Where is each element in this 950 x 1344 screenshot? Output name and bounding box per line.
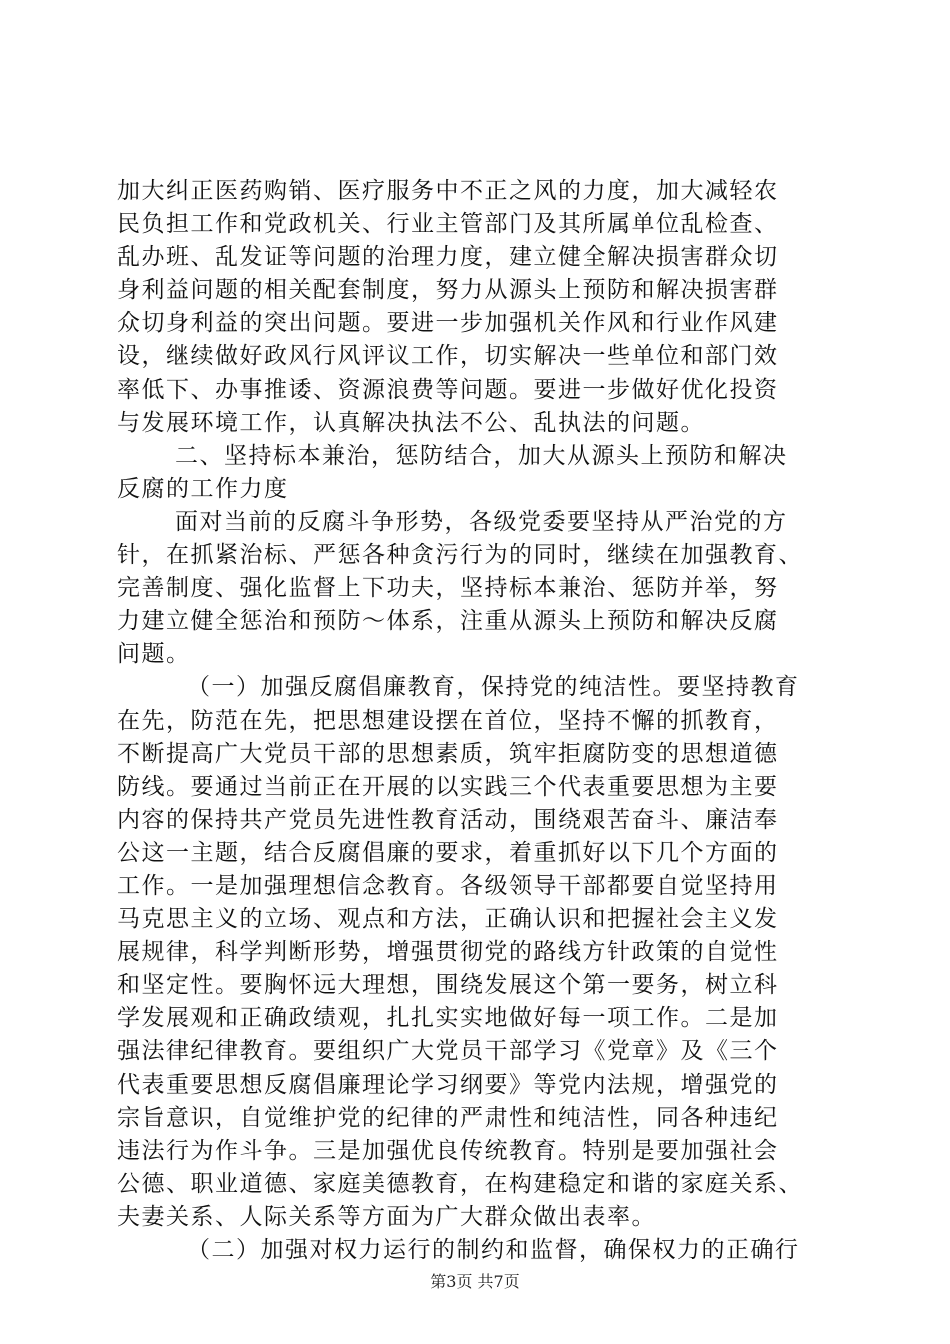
body-line: 问题。 xyxy=(117,641,191,668)
body-line: 设，继续做好政风行风评议工作，切实解决一些单位和部门效 xyxy=(117,343,779,370)
body-line: 身利益问题的相关配套制度，努力从源头上预防和解决损害群 xyxy=(117,277,779,304)
body-line: 面对当前的反腐斗争形势，各级党委要坚持从严治党的方 xyxy=(175,508,788,535)
body-line: 学发展观和正确政绩观，扎扎实实地做好每一项工作。二是加 xyxy=(117,1005,779,1032)
body-line: 和坚定性。要胸怀远大理想，围绕发展这个第一要务，树立科 xyxy=(117,972,779,999)
body-line: 展规律，科学判断形势，增强贯彻党的路线方针政策的自觉性 xyxy=(117,939,779,966)
body-line: 加大纠正医药购销、医疗服务中不正之风的力度，加大减轻农 xyxy=(117,178,779,204)
body-line: 众切身利益的突出问题。要进一步加强机关作风和行业作风建 xyxy=(117,310,779,337)
body-line: 公德、职业道德、家庭美德教育，在构建稳定和谐的家庭关系、 xyxy=(117,1170,803,1197)
body-line: 不断提高广大党员干部的思想素质，筑牢拒腐防变的思想道德 xyxy=(117,740,779,767)
body-line: 完善制度、强化监督上下功夫，坚持标本兼治、惩防并举，努 xyxy=(117,575,779,602)
body-line: 宗旨意识，自觉维护党的纪律的严肃性和纯洁性，同各种违纪 xyxy=(117,1104,779,1131)
body-line: 马克思主义的立场、观点和方法，正确认识和把握社会主义发 xyxy=(117,906,779,933)
body-line: 工作。一是加强理想信念教育。各级领导干部都要自觉坚持用 xyxy=(117,872,779,899)
body-line: 公这一主题，结合反腐倡廉的要求，着重抓好以下几个方面的 xyxy=(117,839,779,866)
body-line: 内容的保持共产党员先进性教育活动，围绕艰苦奋斗、廉洁奉 xyxy=(117,806,779,833)
body-line: 乱办班、乱发证等问题的治理力度，建立健全解决损害群众切 xyxy=(117,244,779,271)
body-line: 夫妻关系、人际关系等方面为广大群众做出表率。 xyxy=(117,1203,656,1230)
body-line: 防线。要通过当前正在开展的以实践三个代表重要思想为主要 xyxy=(117,773,779,800)
body-line: 在先，防范在先，把思想建设摆在首位，坚持不懈的抓教育， xyxy=(117,707,779,734)
page-number-footer: 第3页 共7页 xyxy=(430,1272,520,1291)
document-body xyxy=(117,175,835,1267)
section-heading-line: 反腐的工作力度 xyxy=(117,475,289,502)
body-line: 代表重要思想反腐倡廉理论学习纲要》等党内法规，增强党的 xyxy=(117,1071,779,1098)
body-line: 力建立健全惩治和预防～体系，注重从源头上预防和解决反腐 xyxy=(117,608,779,635)
section-heading-line: 二、坚持标本兼治，惩防结合，加大从源头上预防和解决 xyxy=(175,442,788,469)
body-line: 违法行为作斗争。三是加强优良传统教育。特别是要加强社会 xyxy=(117,1137,779,1164)
body-line: 强法律纪律教育。要组织广大党员干部学习《党章》及《三个 xyxy=(117,1038,779,1065)
body-line: 与发展环境工作，认真解决执法不公、乱执法的问题。 xyxy=(117,409,705,436)
body-line: 率低下、办事推诿、资源浪费等问题。要进一步做好优化投资 xyxy=(117,376,779,403)
body-line: 民负担工作和党政机关、行业主管部门及其所属单位乱检查、 xyxy=(117,211,779,238)
subsection-line: （一）加强反腐倡廉教育，保持党的纯洁性。要坚持教育 xyxy=(187,674,800,701)
subsection-line: （二）加强对权力运行的制约和监督，确保权力的正确行 xyxy=(187,1237,800,1263)
body-line: 针，在抓紧治标、严惩各种贪污行为的同时，继续在加强教育、 xyxy=(117,542,803,569)
